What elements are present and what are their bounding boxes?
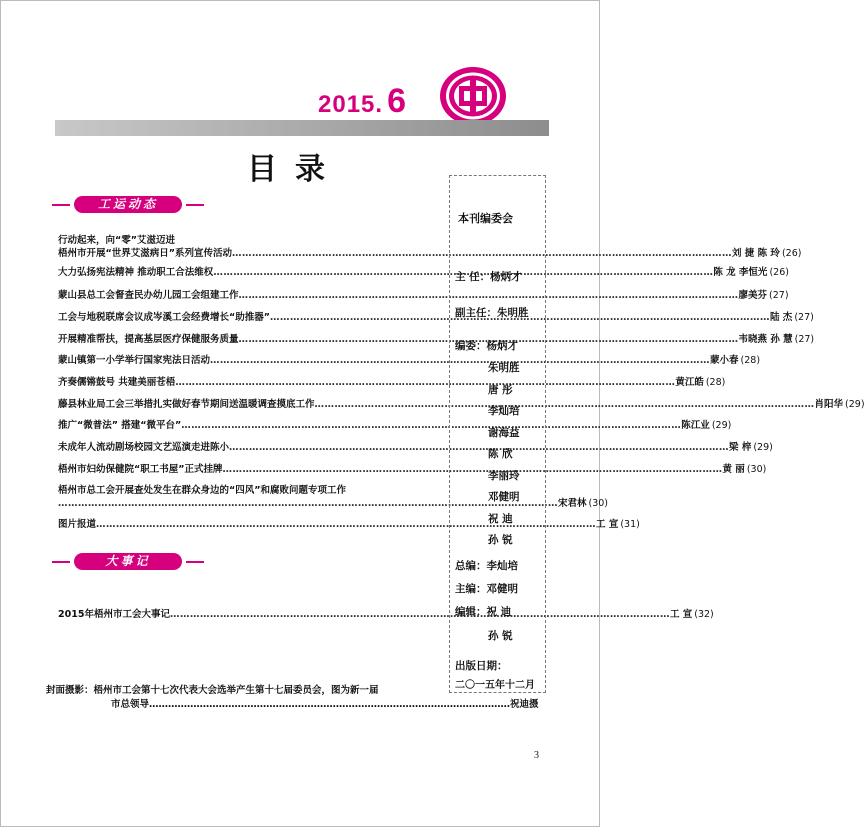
editorial-member: 祝 迪: [488, 513, 513, 525]
toc-entry[interactable]: 梧州市开展“世界艾滋病日”系列宣传活动 …………………………………………………………………………………………………………………………………… 刘 捷 陈 玲 (26): [58, 247, 442, 260]
editorial-member: 朱明胜: [488, 362, 520, 374]
section-heading: 大事记: [74, 553, 182, 570]
toc-entry[interactable]: 图片报道 …………………………………………………………………………………………………………………………………… 工 宣 (31): [58, 518, 442, 531]
pub-date: 二〇一五年十二月: [455, 680, 535, 691]
toc-entry-block: [58, 419, 732, 432]
toc-entry-block: [58, 289, 789, 302]
toc-entry[interactable]: 蒙山镇第一小学举行国家宪法日活动 …………………………………………………………………………………………………………………………………… 蒙小春 (28): [58, 354, 442, 367]
editorial-member: 孙 锐: [488, 534, 513, 546]
toc-entry[interactable]: 蒙山县总工会督查民办幼儿园工会组建工作 …………………………………………………………………………………………………………………………………… 廖美芬 (27): [58, 289, 442, 302]
toc-lead: 行动起来，向“零”艾滋迈进: [58, 235, 175, 246]
editorial-title: 本刊编委会: [458, 212, 513, 225]
toc-entry[interactable]: 齐奏儒锵鼓号 共建美丽苍梧 …………………………………………………………………………………………………………………………………… 黄江皓 (28): [58, 376, 442, 389]
page-number: 3: [534, 750, 539, 761]
cover-label: 封面摄影：: [46, 685, 94, 696]
editorial-member: 李灿培: [488, 405, 520, 417]
issue-month: 6: [387, 82, 406, 120]
editorial-member: 唐 彤: [488, 384, 513, 396]
section-banner-chronicle: [52, 553, 204, 570]
header-bar: [55, 120, 549, 136]
editorial-director: 主 任：杨炳才: [455, 271, 522, 283]
pub-date-label: 出版日期：: [455, 660, 508, 672]
dot-leader: ……………………………………………………………………………………………………: [149, 699, 511, 710]
toc-entry-block: [58, 376, 726, 389]
cover-text-cont: 市总领导: [111, 699, 150, 710]
editorial-chief-editor: 总编：李灿培: [455, 560, 518, 572]
editorial-member: 李丽玲: [488, 470, 520, 482]
editorial-editors: 编辑：祝 迪: [455, 606, 512, 618]
cover-text: 梧州市工会第十七次代表大会选举产生第十七届委员会，图为新一届: [93, 685, 379, 696]
toc-entry[interactable]: 开展精准帮扶，提高基层医疗保健服务质量 …………………………………………………………………………………………………………………………………… 韦晓燕 孙 慧 (27): [58, 333, 442, 346]
toc-entry[interactable]: 2015年梧州市工会大事记 …………………………………………………………………………………………………………………………………… 工 宣 (32): [58, 608, 442, 621]
editorial-deputy: 副主任：朱明胜: [455, 307, 529, 319]
toc-entry-continuation: …………………………………………………………………………………………………………………………………… 宋君林 (30): [58, 497, 442, 510]
toc-entry-title: 梧州市总工会开展查处发生在群众身边的“四风”和腐败问题专项工作: [58, 485, 346, 496]
editorial-editors-cont: 孙 锐: [488, 630, 513, 642]
toc-entry[interactable]: 藤县林业局工会三举措扎实做好春节期间送温暖调查摸底工作 …………………………………………………………………………………………………………………………………… 肖阳华 (29): [58, 398, 442, 411]
toc-labor-news: [58, 234, 802, 260]
page-title: 目录: [247, 152, 343, 187]
toc-entry[interactable]: 推广“微普法” 搭建“微平台” …………………………………………………………………………………………………………………………………… 陈江业 (29): [58, 419, 442, 432]
union-logo-icon: [437, 64, 509, 128]
toc-entry[interactable]: 梧州市妇幼保健院“职工书屋”正式挂牌 …………………………………………………………………………………………………………………………………… 黄 丽 (30): [58, 463, 442, 476]
issue-year: 2015.: [318, 91, 384, 118]
editorial-member: 谢海益: [488, 427, 520, 439]
issue-number: [318, 82, 406, 121]
editorial-board-box: [449, 175, 546, 693]
section-heading: 工运动态: [74, 196, 182, 213]
cover-author: 祝迪摄: [510, 699, 539, 710]
toc-entry[interactable]: 工会与地税联席会议成岑溪工会经费增长“助推器” …………………………………………………………………………………………………………………………………… 陆 杰 (27): [58, 311, 442, 324]
toc-entry[interactable]: 大力弘扬宪法精神 推动职工合法维权 …………………………………………………………………………………………………………………………………… 陈 龙 李恒光 (26): [58, 266, 442, 279]
toc-entry[interactable]: 未成年人流动剧场校园文艺巡演走进陈小 …………………………………………………………………………………………………………………………………… 梁 梓 (29): [58, 441, 442, 454]
editorial-member: 陈 欣: [488, 448, 513, 460]
editorial-members-label: 编委：杨炳才: [455, 340, 518, 352]
editorial-member: 邓健明: [488, 491, 520, 503]
editorial-editor: 主编：邓健明: [455, 583, 518, 595]
toc-entry-block: [58, 354, 761, 367]
section-banner-labor: [52, 196, 204, 213]
